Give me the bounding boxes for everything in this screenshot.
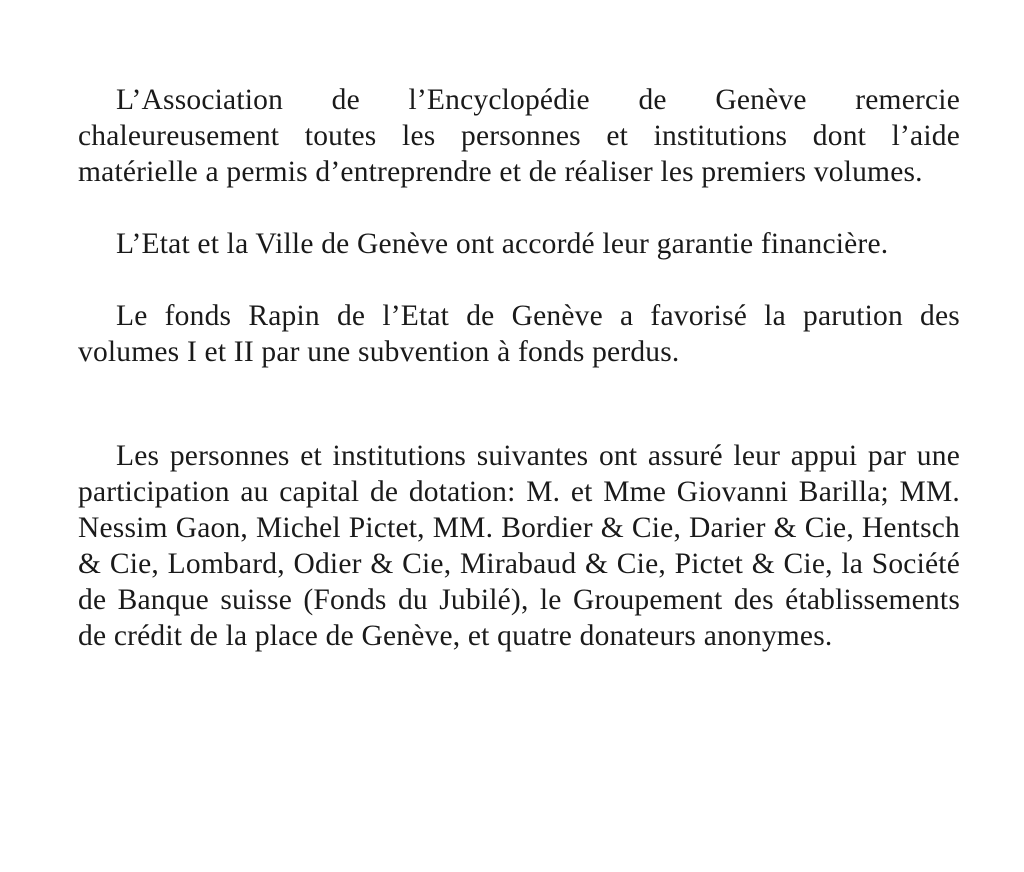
paragraph-rapin-fund: Le fonds Rapin de l’Etat de Genève a favorisé la parution des volumes I et II par une subvention à fonds perdus.: [78, 300, 960, 368]
paragraph-donors: Les personnes et institutions suivantes ont assuré leur appui par une participation au capital de dotation: M. et Mme Giovanni Barilla; MM. Nessim Gaon, Michel Pictet, MM. Bordier & Cie, Darier & Cie, Hentsch & Cie, Lombard, Odier & Cie, Mirabaud & Cie, Pictet & Cie, la Société de Banque suisse (Fonds du Jubilé), le Groupement des établissements de crédit de la place de Genève, et quatre donateurs anonymes.: [78, 440, 960, 652]
acknowledgements-page: [78, 82, 960, 654]
paragraph-thanks: L’Association de l’Encyclopédie de Genève remercie chaleureusement toutes les personnes et institutions dont l’aide matérielle a permis d’entreprendre et de réaliser les premiers volumes.: [78, 84, 960, 188]
paragraph-state-guarantee: L’Etat et la Ville de Genève ont accordé leur garantie financière.: [116, 228, 889, 260]
